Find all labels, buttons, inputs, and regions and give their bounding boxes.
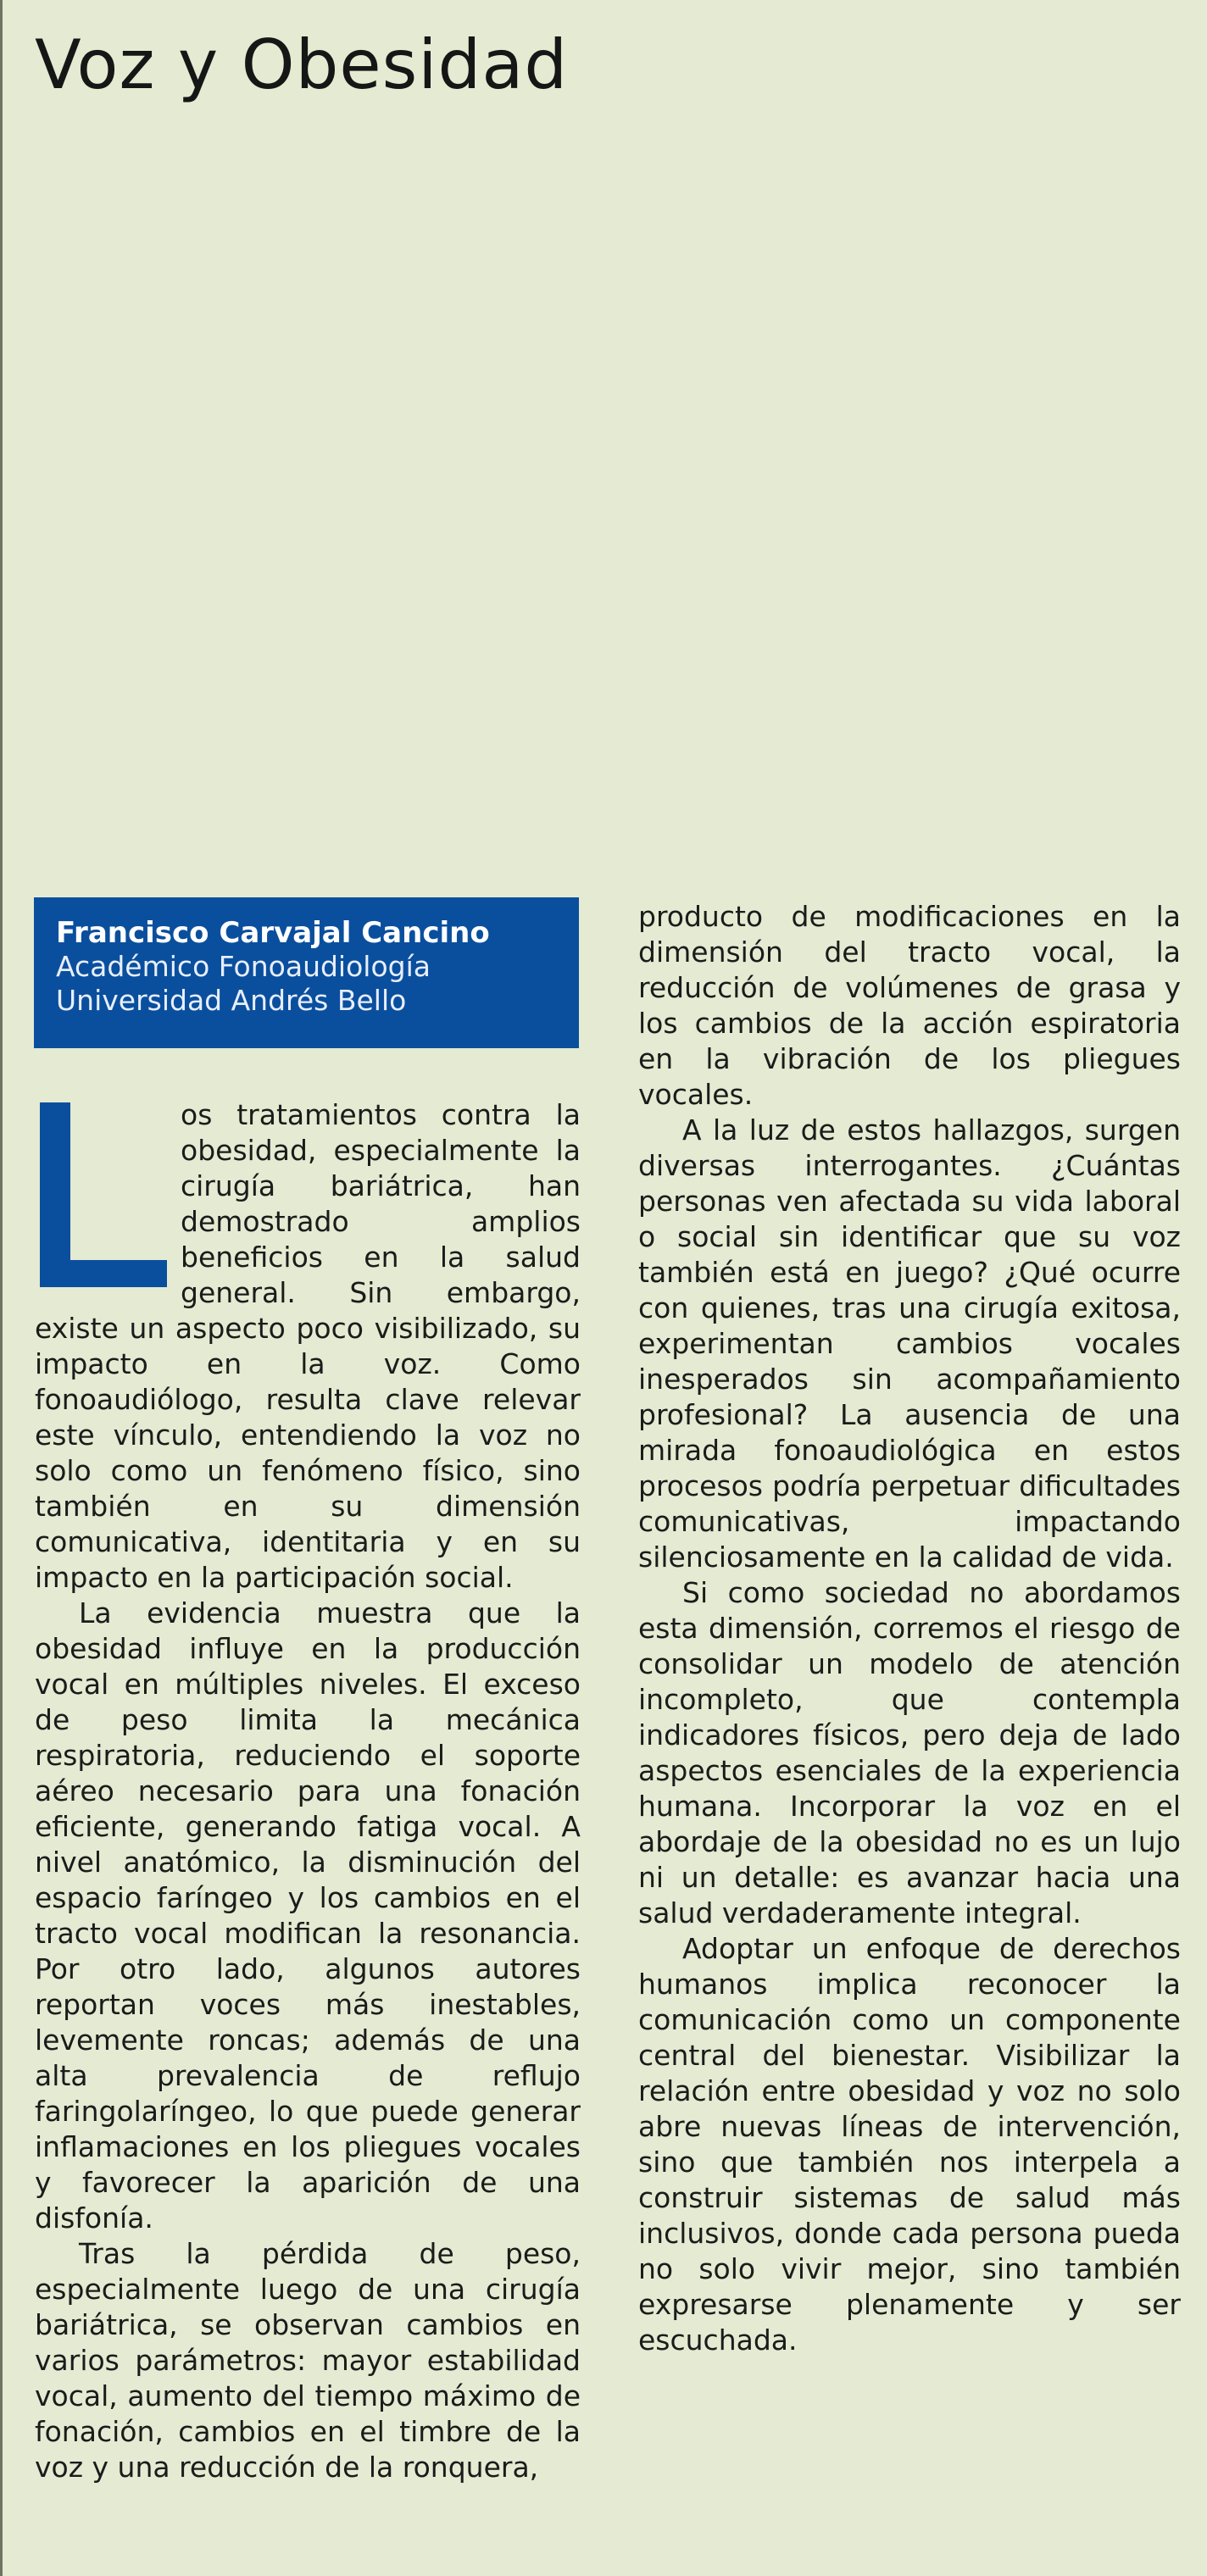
paragraph-2: La evidencia muestra que la obesidad influye en la producción vocal en múltiples niveles. El exceso de peso limita la mecánica respiratoria, reduciendo el soporte aéreo necesario para una fonación eficiente, generando fatiga vocal. A nivel anatómico, la disminución del espacio faríngeo y los cambios en el tracto vocal modifican la resonancia. Por otro lado, algunos autores reportan voces más inestables, levemente roncas; además de una alta prevalencia de reflujo faringolaríngeo, lo que puede generar inflamaciones en los pliegues vocales y favorecer la aparición de una disfonía.: [35, 1596, 581, 2235]
paragraph-3: Tras la pérdida de peso, especialmente luego de una cirugía bariátrica, se observan cambios en varios parámetros: mayor estabilidad vocal, aumento del tiempo máximo de fonación, cambios en el timbre de la voz y una reducción de la ronquera,: [35, 2237, 581, 2484]
paragraph-6: Adoptar un enfoque de derechos humanos implica reconocer la comunicación como un componente central del bienestar. Visibilizar la relación entre obesidad y voz no solo abre nuevas líneas de intervención, sino que también nos interpela a construir sistemas de salud más inclusivos, donde cada persona pueda no solo vivir mejor, sino también expresarse plenamente y ser escuchada.: [638, 1932, 1181, 2357]
left-column: [35, 1097, 581, 2485]
paragraph-4: A la luz de estos hallazgos, surgen diversas interrogantes. ¿Cuántas personas ven afectada su vida laboral o social sin identificar que su voz también está en juego? ¿Qué ocurre con quienes, tras una cirugía exitosa, experimentan cambios vocales inesperados sin acompañamiento profesional? La ausencia de una mirada fonoaudiológica en estos procesos podría perpetuar dificultades comunicativas, impactando silenciosamente en la calidad de vida.: [638, 1113, 1181, 1574]
right-column: [638, 899, 1181, 2358]
paragraph-5: Si como sociedad no abordamos esta dimensión, corremos el riesgo de consolidar un modelo de atención incompleto, que contempla indicadores físicos, pero deja de lado aspectos esenciales de la experiencia humana. Incorporar la voz en el abordaje de la obesidad no es un lujo ni un detalle: es avanzar hacia una salud verdaderamente integral.: [638, 1576, 1181, 1929]
author-role: Académico Fonoaudiología: [56, 950, 431, 983]
article-title: Voz y Obesidad: [35, 25, 569, 104]
author-name: Francisco Carvajal Cancino: [56, 916, 490, 950]
paragraph-1: os tratamientos contra la obesidad, especialmente la cirugía bariátrica, han demostrado amplios beneficios en la salud general. Sin embargo, existe un aspecto poco visibilizado, su impacto en la voz. Como fonoaudiólogo, resulta clave relevar este vínculo, entendiendo la voz no solo como un fenómeno físico, sino también en su dimensión comunicativa, identitaria y en su impacto en la participación social.: [35, 1098, 581, 1594]
paragraph-3-continued: producto de modificaciones en la dimensión del tracto vocal, la reducción de volúmenes de grasa y los cambios de la acción espiratoria en la vibración de los pliegues vocales.: [638, 900, 1181, 1111]
dropcap-L: [35, 1102, 181, 1287]
author-university: Universidad Andrés Bello: [56, 984, 407, 1017]
author-box: [34, 897, 579, 1048]
